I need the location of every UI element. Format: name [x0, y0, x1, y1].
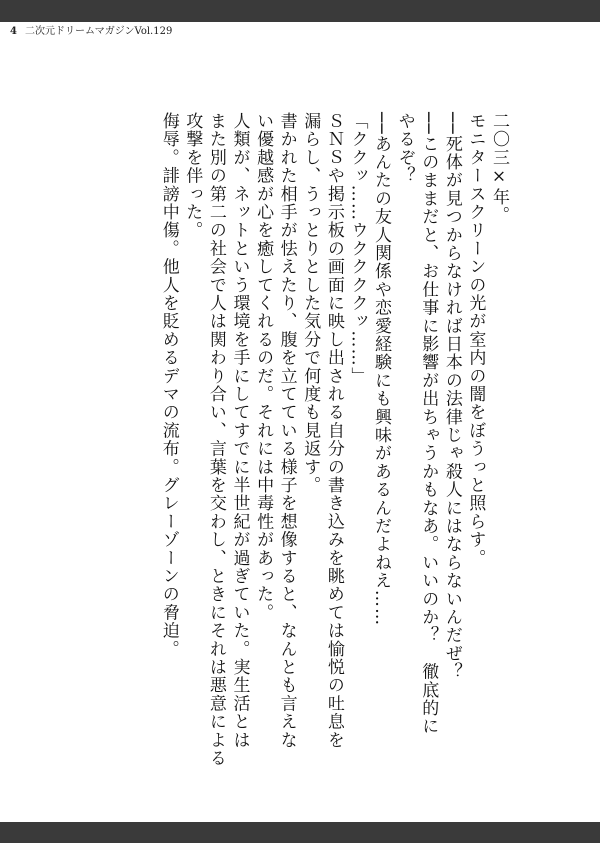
- vertical-body-text: [156, 112, 510, 768]
- book-page: [0, 22, 600, 822]
- text-line: ──死体が見つからなければ日本の法律じゃ殺人にはならないんだぜ？: [441, 112, 462, 681]
- text-line: 攻撃を伴った。: [182, 112, 203, 240]
- text-line: 書かれた相手が怯えたり、腹を立てている様子を想像すると、なんとも言えな: [276, 112, 297, 749]
- text-line: ＳＮＳや掲示板の画面に映し出される自分の書き込みを眺めては愉悦の吐息を: [323, 112, 344, 749]
- top-bar: [0, 0, 600, 22]
- page-number: 4: [10, 26, 17, 37]
- text-line: 侮辱。誹謗中傷。他人を貶めるデマの流布。グレーゾーンの脅迫。: [158, 112, 179, 658]
- text-line: 漏らし、うっとりとした気分で何度も見返す。: [300, 112, 321, 495]
- text-line: ──このままだと、お仕事に影響が出ちゃうかもなあ。いいのか？ 徹底的に: [418, 112, 439, 736]
- text-line: やるぞ？: [394, 112, 415, 185]
- text-line: 二〇三×年。: [489, 112, 509, 225]
- magazine-title: 二次元ドリームマガジンVol.129: [24, 26, 173, 37]
- text-line: 人類が、ネットという環境を手にしてすでに半世紀が過ぎていた。実生活とは: [229, 112, 250, 749]
- text-line: また別の第二の社会で人は関わり合い、言葉を交わし、ときにそれは悪意による: [205, 112, 226, 768]
- page-header: [10, 25, 172, 39]
- text-line: 「ククッ……ウククククッ……」: [347, 112, 368, 385]
- text-line: ──あんたの友人関係や恋愛経験にも興味があるんだよねえ……: [371, 112, 392, 627]
- text-line: モニタースクリーンの光が室内の闇をぼうっと照らす。: [465, 112, 486, 567]
- text-line: い優越感が心を癒してくれるのだ。それには中毒性があった。: [253, 112, 274, 622]
- bottom-bar: [0, 822, 600, 843]
